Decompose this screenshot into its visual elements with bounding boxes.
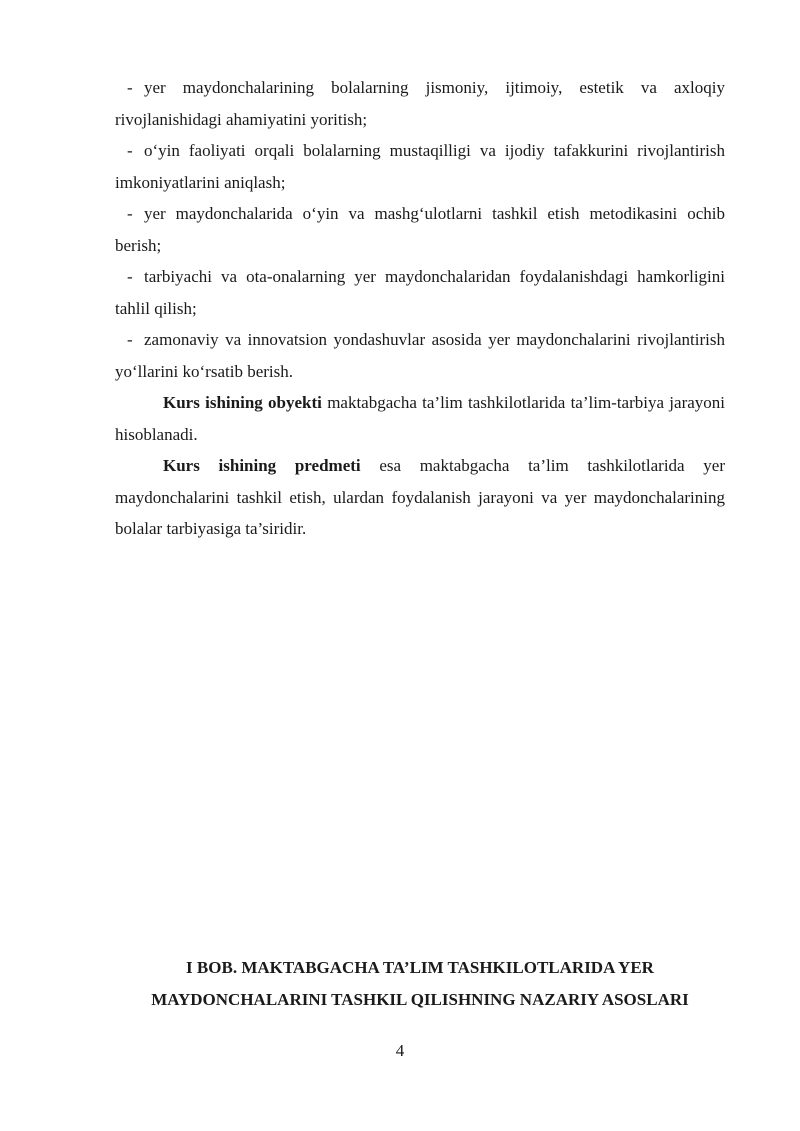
list-item-text: zamonaviy va innovatsion yondashuvlar asosida yer maydonchalarini rivojlantirish yo‘llarini ko‘rsatib berish. [115,330,725,381]
object-label: Kurs ishining obyekti [163,393,322,412]
object-text: maktabgacha ta’lim tashkilotlarida ta’lim-tarbiya jarayoni hisoblanadi. [115,393,726,444]
list-item-text: yer maydonchalarining bolalarning jismoniy, ijtimoiy, estetik va axloqiy rivojlanishidagi ahamiyatini yoritish; [115,78,725,129]
bullet-dash: - [127,78,133,97]
bullet-dash: - [127,330,133,349]
list-item [115,135,725,198]
list-item [115,198,725,261]
list-item [115,324,725,387]
list-item-text: o‘yin faoliyati orqali bolalarning mustaqilligi va ijodiy tafakkurini rivojlantirish imkoniyatlarini aniqlash; [115,141,725,192]
subject-label: Kurs ishining predmeti [163,456,361,475]
list-item [115,261,725,324]
subject-text: esa maktabgacha ta’lim tashkilotlarida yer maydonchalarini tashkil etish, ulardan foydalanish jarayoni va yer maydonchalarining bolalar tarbiyasiga ta’siridir. [115,456,725,538]
chapter-heading [115,952,725,1016]
chapter-heading-line-2: MAYDONCHALARINI TASHKIL QILISHNING NAZARIY ASOSLARI [151,990,689,1009]
bullet-dash: - [127,204,133,223]
chapter-heading-line-1: I BOB. MAKTABGACHA TA’LIM TASHKILOTLARIDA YER [186,958,654,977]
page-number: 4 [395,1041,405,1060]
bullet-dash: - [127,141,133,160]
list-item-text: yer maydonchalarida o‘yin va mashg‘ulotlarni tashkil etish metodikasini ochib berish; [115,204,725,255]
list-item [115,72,725,135]
subject-paragraph [115,450,725,545]
object-paragraph [115,387,725,450]
body-text [115,72,725,545]
bullet-dash: - [127,267,133,286]
list-item-text: tarbiyachi va ota-onalarning yer maydonchalaridan foydalanishdagi hamkorligini tahlil qilish; [115,267,725,318]
